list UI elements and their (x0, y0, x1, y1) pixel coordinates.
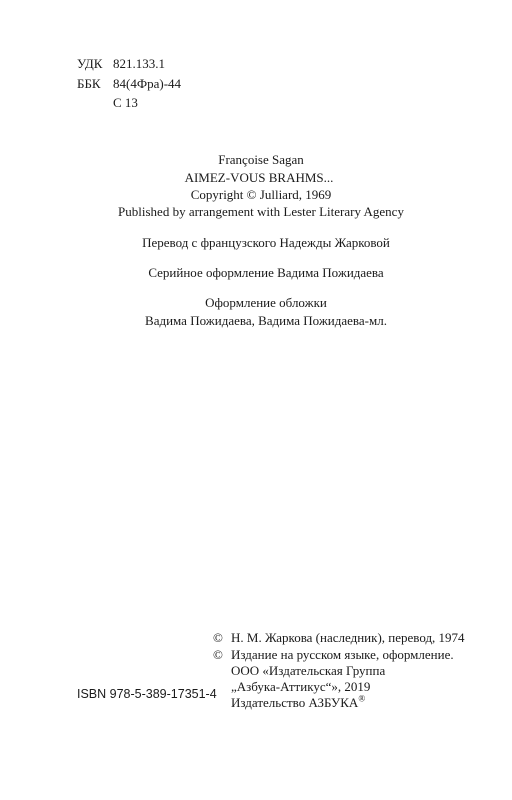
original-title: AIMEZ-VOUS BRAHMS... (184, 170, 334, 185)
copyright-symbol-2: © (213, 647, 223, 662)
translation-copyright: Н. М. Жаркова (наследник), перевод, 1974 (231, 630, 465, 645)
cover-design-names: Вадима Пожидаева, Вадима Пожидаева-мл. (145, 313, 387, 328)
imprint-name: Издательство АЗБУКА (231, 695, 359, 710)
publishing-arrangement: Published by arrangement with Lester Literary Agency (118, 204, 404, 219)
udk-label: УДК (77, 56, 103, 71)
translation-credit: Перевод с французского Надежды Жарковой (142, 235, 390, 250)
cover-design-heading: Оформление обложки (205, 295, 327, 310)
isbn: ISBN 978-5-389-17351-4 (77, 687, 217, 701)
original-copyright: Copyright © Julliard, 1969 (190, 187, 332, 202)
original-author: Françoise Sagan (218, 152, 304, 167)
registered-mark: ® (358, 693, 366, 704)
bbk-label: ББК (77, 76, 101, 91)
edition-copyright: Издание на русском языке, оформление. (231, 647, 454, 662)
series-design-credit: Серийное оформление Вадима Пожидаева (148, 265, 384, 280)
publisher-group: ООО «Издательская Группа (231, 663, 386, 678)
udk-value: 821.133.1 (113, 56, 165, 71)
author-mark: С 13 (113, 95, 138, 110)
copyright-symbol-1: © (213, 630, 223, 645)
bbk-value: 84(4Фра)-44 (113, 76, 182, 91)
publisher-imprint (231, 695, 365, 711)
publisher-name-year: „Азбука-Аттикус“», 2019 (231, 679, 371, 694)
